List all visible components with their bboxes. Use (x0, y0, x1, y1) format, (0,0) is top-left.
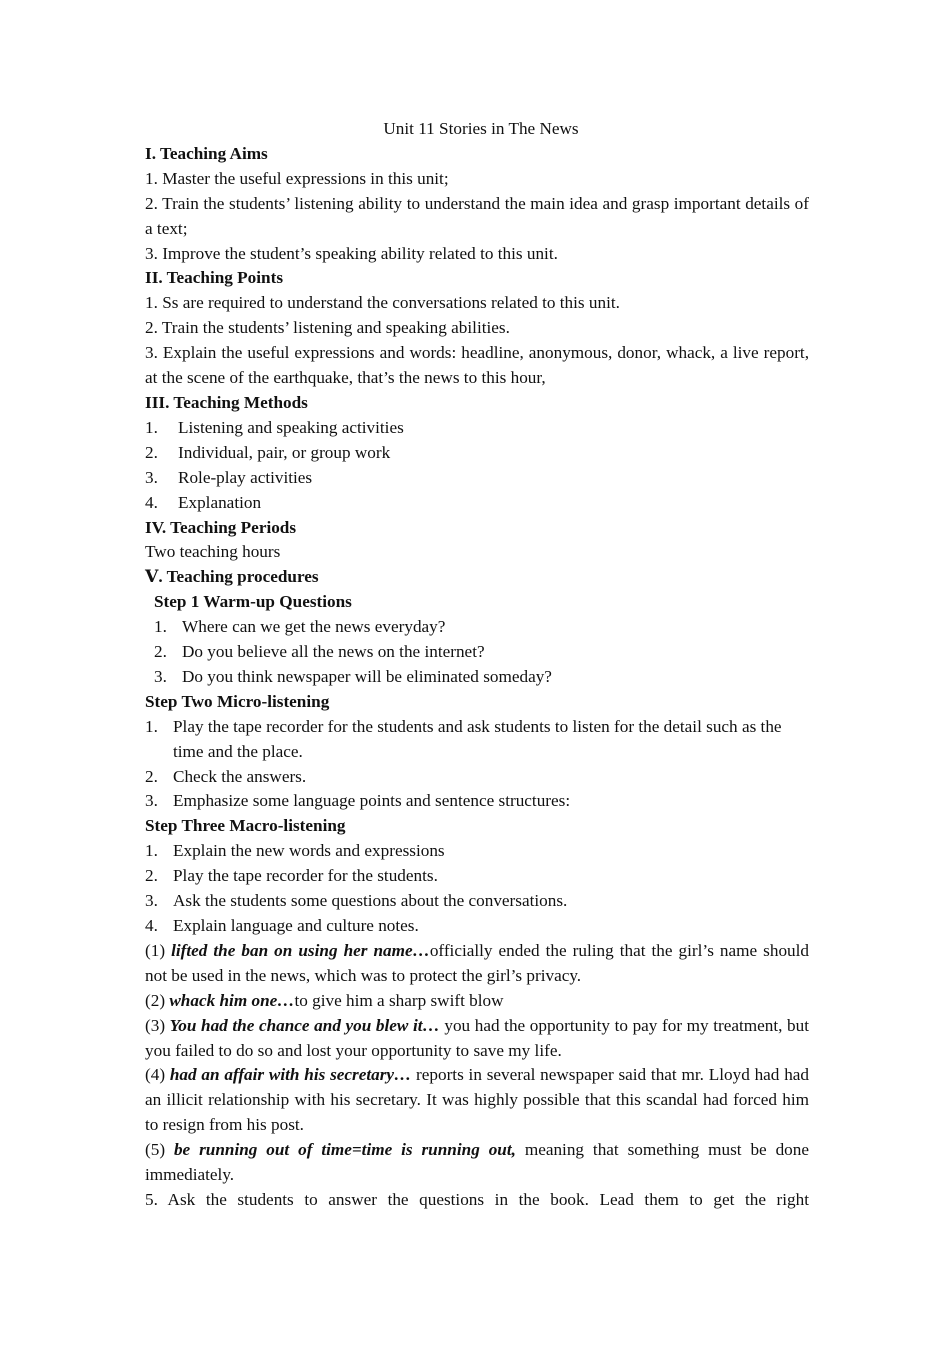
list-item: 3. Emphasize some language points and sentence structures: (145, 791, 571, 811)
list-item: 2. Play the tape recorder for the students. (145, 866, 438, 886)
list-item: 1. Explain the new words and expressions (145, 841, 445, 861)
list-item: 1. Listening and speaking activities (145, 417, 404, 437)
document-title: Unit 11 Stories in The News (383, 119, 579, 138)
list-item: 2. Do you believe all the news on the internet? (154, 642, 485, 662)
aims-item: 3. Improve the student’s speaking ability related to this unit. (145, 243, 558, 263)
periods-text: Two teaching hours (145, 542, 281, 562)
note-item: (2) whack him one…to give him a sharp swift blow (145, 990, 504, 1010)
methods-heading: III. Teaching Methods (145, 392, 308, 412)
step3-list (145, 839, 809, 939)
methods-list (145, 416, 809, 516)
note-item: (5) be running out of time=time is running out, meaning that something must be done immediately. (145, 1140, 809, 1185)
step2-heading: Step Two Micro-listening (145, 691, 330, 711)
aims-item: 2. Train the students’ listening ability to understand the main idea and grasp important details of a text; (145, 193, 809, 238)
aims-item: 1. Master the useful expressions in this unit; (145, 168, 449, 188)
document-page (145, 117, 809, 1213)
note-item: (4) had an affair with his secretary… reports in several newspaper said that mr. Lloyd had had an illicit relationship with his secretary. It was highly possible that this scandal had forced him to resign from his post. (145, 1065, 810, 1135)
list-item: 1. Play the tape recorder for the students and ask students to listen for the detail such as the time and the place. (145, 716, 782, 761)
periods-heading: IV. Teaching Periods (145, 517, 297, 537)
list-item: 1. Where can we get the news everyday? (154, 617, 446, 637)
note-item: (1) lifted the ban on using her name…officially ended the ruling that the girl’s name should not be used in the news, which was to protect the girl’s privacy. (145, 940, 810, 985)
points-item: 3. Explain the useful expressions and words: headline, anonymous, donor, whack, a live report, at the scene of the earthquake, that’s the news to this hour, (145, 343, 809, 388)
list-item: 2. Check the answers. (145, 766, 307, 786)
step1-list (145, 615, 809, 690)
list-item: 4. Explanation (145, 492, 262, 512)
procedures-heading: Ⅴ. Teaching procedures (145, 567, 319, 587)
points-heading: II. Teaching Points (145, 268, 284, 288)
list-item: 3. Role-play activities (145, 467, 313, 487)
points-item: 2. Train the students’ listening and speaking abilities. (145, 318, 510, 338)
list-item: 4. Explain language and culture notes. (145, 916, 419, 935)
points-item: 1. Ss are required to understand the conversations related to this unit. (145, 293, 620, 313)
list-item: 3. Ask the students some questions about the conversations. (145, 891, 568, 911)
step3-heading: Step Three Macro-listening (145, 816, 346, 836)
step2-list (145, 715, 809, 815)
list-item: 2. Individual, pair, or group work (145, 442, 391, 462)
aims-heading: I. Teaching Aims (145, 143, 268, 163)
final-item: 5. Ask the students to answer the questions in the book. Lead them to get the right (145, 1189, 809, 1209)
list-item: 3. Do you think newspaper will be eliminated someday? (154, 666, 552, 686)
step1-heading: Step 1 Warm-up Questions (154, 592, 352, 612)
note-item: (3) You had the chance and you blew it… you had the opportunity to pay for my treatment, but you failed to do so and lost your opportunity to save my life. (145, 1015, 810, 1060)
